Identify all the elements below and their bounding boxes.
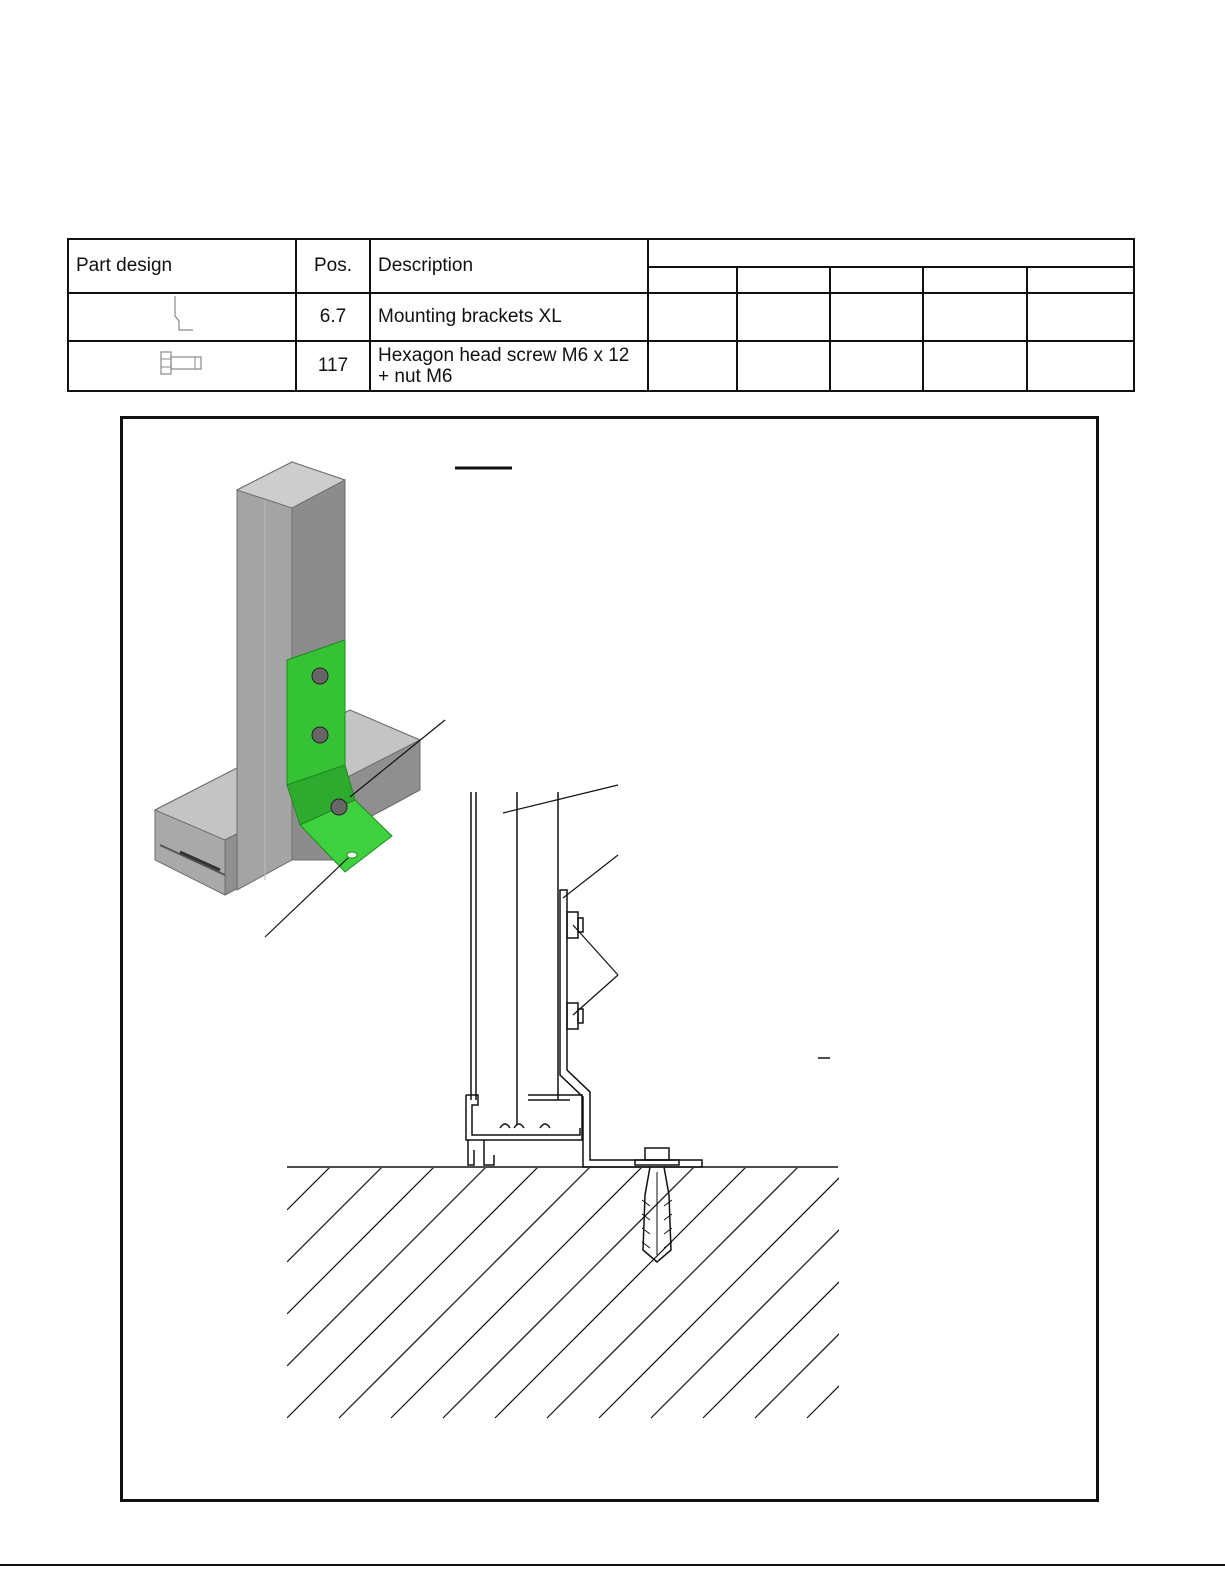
header-pos: Pos.	[296, 239, 370, 293]
page-bottom-rule	[0, 1564, 1225, 1566]
isometric-view	[155, 462, 445, 937]
table-cell-pos: 117	[296, 341, 370, 391]
header-description: Description	[370, 239, 648, 293]
table-cell-description: Mounting brackets XL	[370, 293, 648, 341]
table-cell-description: Hexagon head screw M6 x 12 + nut M6	[370, 341, 648, 391]
table-cell-pos: 6.7	[296, 293, 370, 341]
header-part-design: Part design	[68, 239, 296, 293]
section-view	[287, 785, 1058, 1418]
